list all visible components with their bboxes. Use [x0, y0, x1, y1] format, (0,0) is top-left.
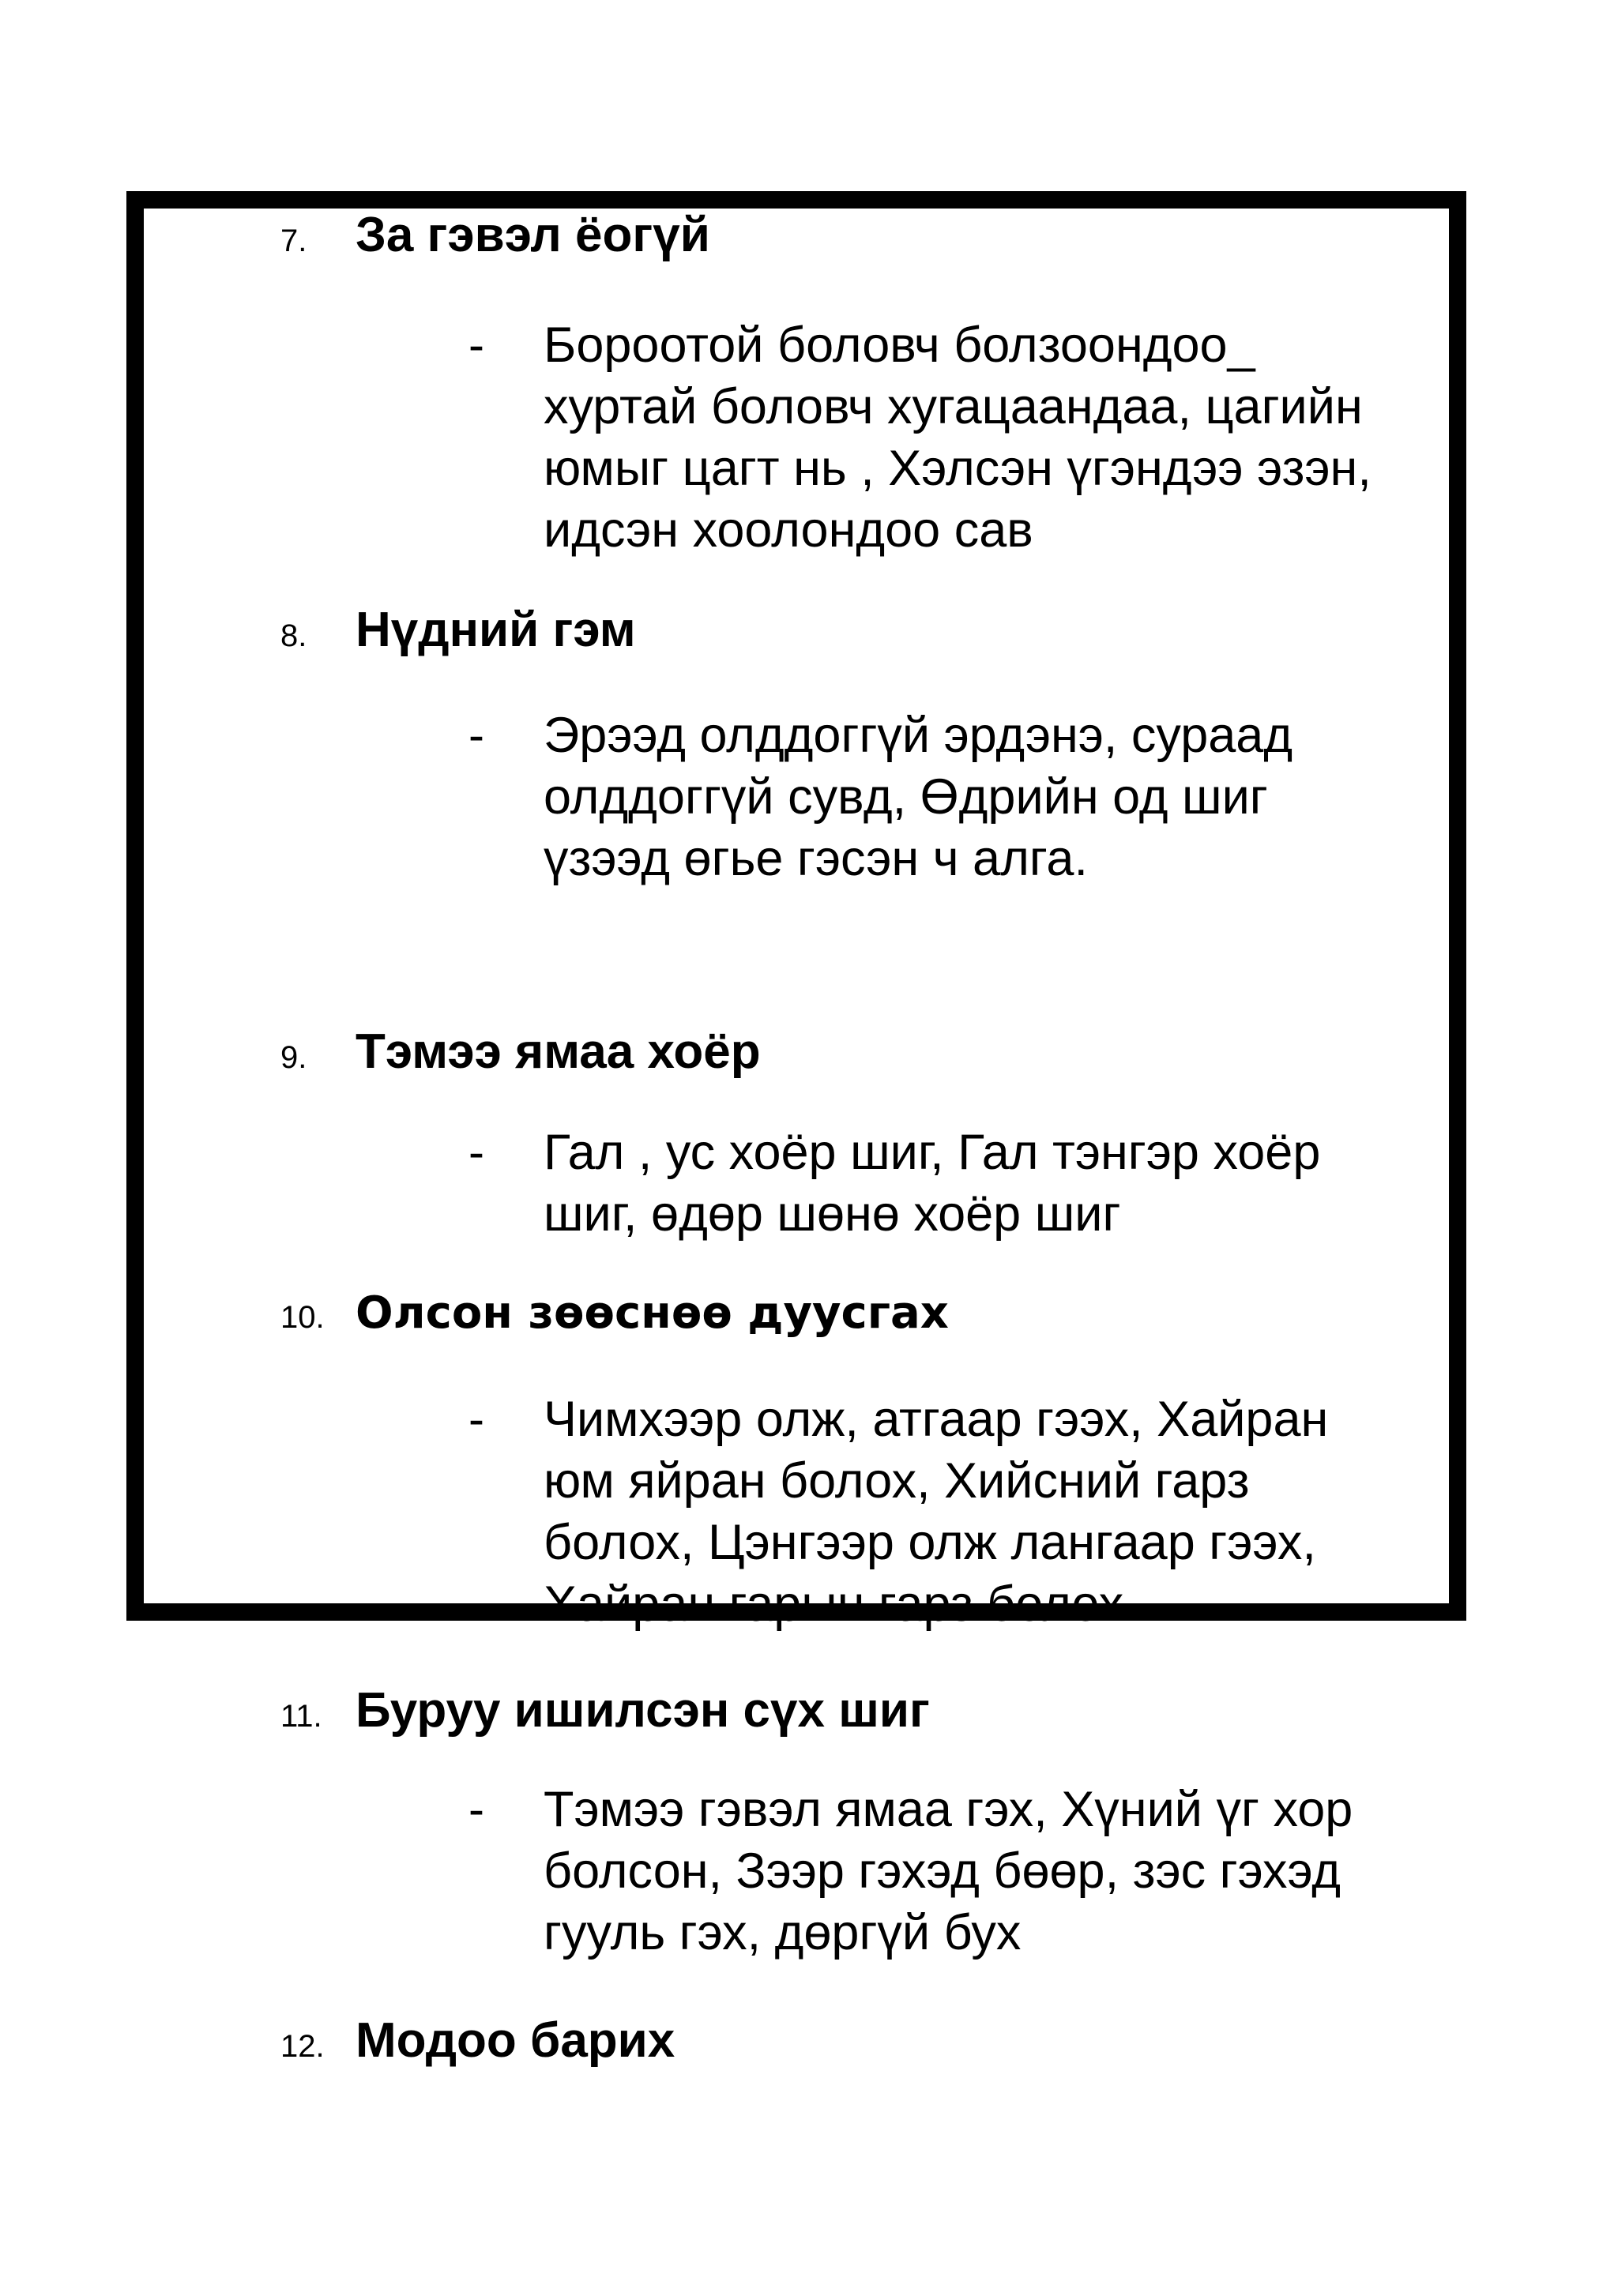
list-item-heading: [280, 2012, 675, 2069]
item-title: Олсон зөөснөө дуусгах: [356, 1287, 949, 1339]
item-title: Модоо барих: [356, 2013, 675, 2068]
text-line: болсон, Зээр гэхэд бөөр, зэс гэхэд: [544, 1843, 1341, 1899]
bullet-text: [544, 1779, 1452, 1963]
text-line: Хайран гарын гарз болох: [544, 1576, 1124, 1632]
text-line: гууль гэх, дөргүй бух: [544, 1905, 1022, 1960]
item-number: 9.: [280, 1040, 307, 1075]
list-item-heading: [280, 602, 636, 658]
text-line: Бороотой боловч болзоондоо_: [544, 318, 1255, 373]
text-line: юмыг цагт нь , Хэлсэн үгэндээ эзэн,: [544, 441, 1372, 496]
text-line: Эрээд олддоггүй эрдэнэ, сураад: [544, 708, 1293, 763]
bullet-text: [544, 705, 1452, 889]
item-number: 8.: [280, 618, 307, 653]
item-number: 7.: [280, 224, 307, 258]
list-item-heading: [280, 207, 710, 263]
text-line: Чимхээр олж, атгаар гээх, Хайран: [544, 1392, 1329, 1447]
text-line: хуртай боловч хугацаандаа, цагийн: [544, 379, 1363, 434]
bullet-dash: -: [468, 708, 484, 761]
item-title: Тэмээ ямаа хоёр: [356, 1024, 761, 1079]
text-line: болох, Цэнгээр олж лангаар гээх,: [544, 1515, 1316, 1570]
item-title: Нүдний гэм: [356, 603, 636, 657]
bullet-text: [544, 1122, 1452, 1245]
bullet-dash: -: [468, 318, 484, 371]
text-line: Гал , ус хоёр шиг, Гал тэнгэр хоёр: [544, 1125, 1321, 1180]
bullet-dash: -: [468, 1392, 484, 1445]
text-line: олддоггүй сувд, Өдрийн од шиг: [544, 769, 1268, 825]
text-line: Тэмээ гэвэл ямаа гэх, Хүний үг хор: [544, 1782, 1353, 1837]
item-title: Буруу ишилсэн сүх шиг: [356, 1683, 930, 1738]
bullet-text: [544, 314, 1452, 561]
text-line: идсэн хоолондоо сав: [544, 502, 1033, 558]
bullet-text: [544, 1388, 1452, 1635]
bullet-dash: -: [468, 1783, 484, 1836]
item-number: 12.: [280, 2029, 325, 2064]
item-title: За гэвэл ёогүй: [356, 208, 710, 262]
text-line: юм яйран болох, Хийсний гарз: [544, 1453, 1250, 1509]
list-item-heading: [280, 1024, 761, 1080]
item-number: 10.: [280, 1300, 325, 1335]
item-number: 11.: [280, 1699, 322, 1734]
list-item-heading: [280, 1682, 930, 1738]
text-line: шиг, өдөр шөнө хоёр шиг: [544, 1186, 1121, 1242]
bullet-dash: -: [468, 1125, 484, 1178]
text-line: үзээд өгье гэсэн ч алга.: [544, 831, 1088, 886]
list-item-heading: [280, 1287, 949, 1339]
